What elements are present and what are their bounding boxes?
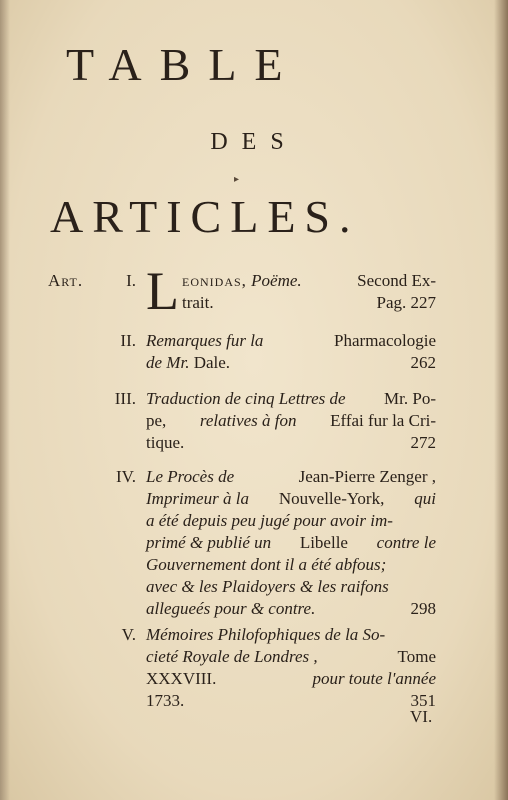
- entry-italic: Imprimeur à la: [146, 489, 249, 508]
- title-line-2: DES: [210, 129, 298, 155]
- page-reference: 272: [410, 433, 436, 452]
- entry-3: [146, 388, 436, 454]
- entry-5: [146, 624, 436, 712]
- entry-number: II.: [120, 331, 136, 350]
- entry-line: [182, 292, 436, 314]
- entry-line: [146, 410, 436, 432]
- entry-number: III.: [114, 389, 136, 408]
- entry-italic: avec & les Plaidoyers & les raifons: [146, 577, 389, 596]
- entry-4: [146, 466, 436, 620]
- page-reference: 262: [410, 353, 436, 372]
- entry-italic: pour toute l'année: [312, 669, 436, 688]
- entry-roman: Tome: [397, 647, 436, 666]
- ornament-mark: ▸: [234, 174, 240, 185]
- entry-line: [146, 668, 436, 690]
- entry-italic: Gouvernement dont il a été abfous;: [146, 555, 387, 574]
- entry-line: [146, 646, 436, 668]
- art-label: Art.: [48, 271, 84, 290]
- entry-line: [146, 532, 436, 554]
- entry-roman: Second Ex-: [357, 271, 436, 290]
- entry-line: [146, 330, 436, 352]
- entry-italic: a été depuis peu jugé pour avoir im-: [146, 511, 393, 530]
- entry-italic: allegueés pour & contre.: [146, 599, 316, 618]
- entry-line: [146, 598, 436, 620]
- entry-italic: relatives à fon: [199, 411, 297, 430]
- entry-italic: qui: [414, 489, 436, 508]
- entry-line: [146, 466, 436, 488]
- entry-italic: Le Procès de: [146, 467, 235, 486]
- title-line-1: TABLE: [66, 39, 301, 90]
- entry-roman: Pharmacologie: [334, 331, 436, 350]
- entry-line: [182, 270, 436, 292]
- catchword: VI.: [410, 707, 433, 726]
- entry-italic: primé & publié un: [146, 533, 272, 552]
- page-gutter-shadow: [0, 0, 10, 800]
- entry-number: V.: [121, 625, 136, 644]
- entry-italic: contre le: [376, 533, 436, 552]
- entry-line: [146, 488, 436, 510]
- entry-roman: Libelle: [299, 533, 348, 552]
- entry-line: [146, 432, 436, 454]
- entry-number: I.: [126, 271, 136, 290]
- entry-italic: Mémoires Philofophiques de la So-: [146, 625, 386, 644]
- entry-roman: Nouvelle-York,: [278, 489, 385, 508]
- entry-number: IV.: [116, 467, 136, 486]
- page-edge-shadow: [494, 0, 508, 800]
- entry-roman: Dale.: [193, 353, 231, 372]
- drop-capital: L: [146, 261, 179, 321]
- entry-roman: Effai fur la Cri-: [330, 411, 436, 430]
- entry-line: [146, 690, 436, 712]
- entry-line: [146, 624, 436, 646]
- entry-line: [146, 388, 436, 410]
- entry-italic: de Mr.: [146, 353, 190, 372]
- page-reference: 351: [410, 691, 436, 710]
- entry-2: [146, 330, 436, 374]
- entry-line: [146, 554, 436, 576]
- entry-roman: trait.: [182, 293, 214, 312]
- page-reference: 298: [410, 599, 436, 618]
- page-reference: Pag. 227: [376, 293, 436, 312]
- entry-roman: Mr. Po-: [384, 389, 436, 408]
- entry-line: [146, 576, 436, 598]
- entry-roman: Jean-Pierre Zenger ,: [298, 467, 436, 486]
- entry-italic: Remarques fur la: [146, 331, 264, 350]
- entry-italic: Poëme.: [251, 271, 302, 290]
- entry-roman: pe,: [146, 411, 167, 430]
- entry-1: [182, 270, 436, 314]
- entry-title-smallcaps: eonidas,: [182, 271, 247, 290]
- entry-italic: cieté Royale de Londres ,: [146, 647, 318, 666]
- entry-roman: XXXVIII.: [146, 669, 217, 688]
- entry-roman: 1733.: [146, 691, 185, 710]
- entry-line: [146, 352, 436, 374]
- entry-roman: tique.: [146, 433, 185, 452]
- title-line-3: ARTICLES.: [50, 191, 360, 242]
- entry-line: [146, 510, 436, 532]
- entry-italic: Traduction de cinq Lettres de: [146, 389, 346, 408]
